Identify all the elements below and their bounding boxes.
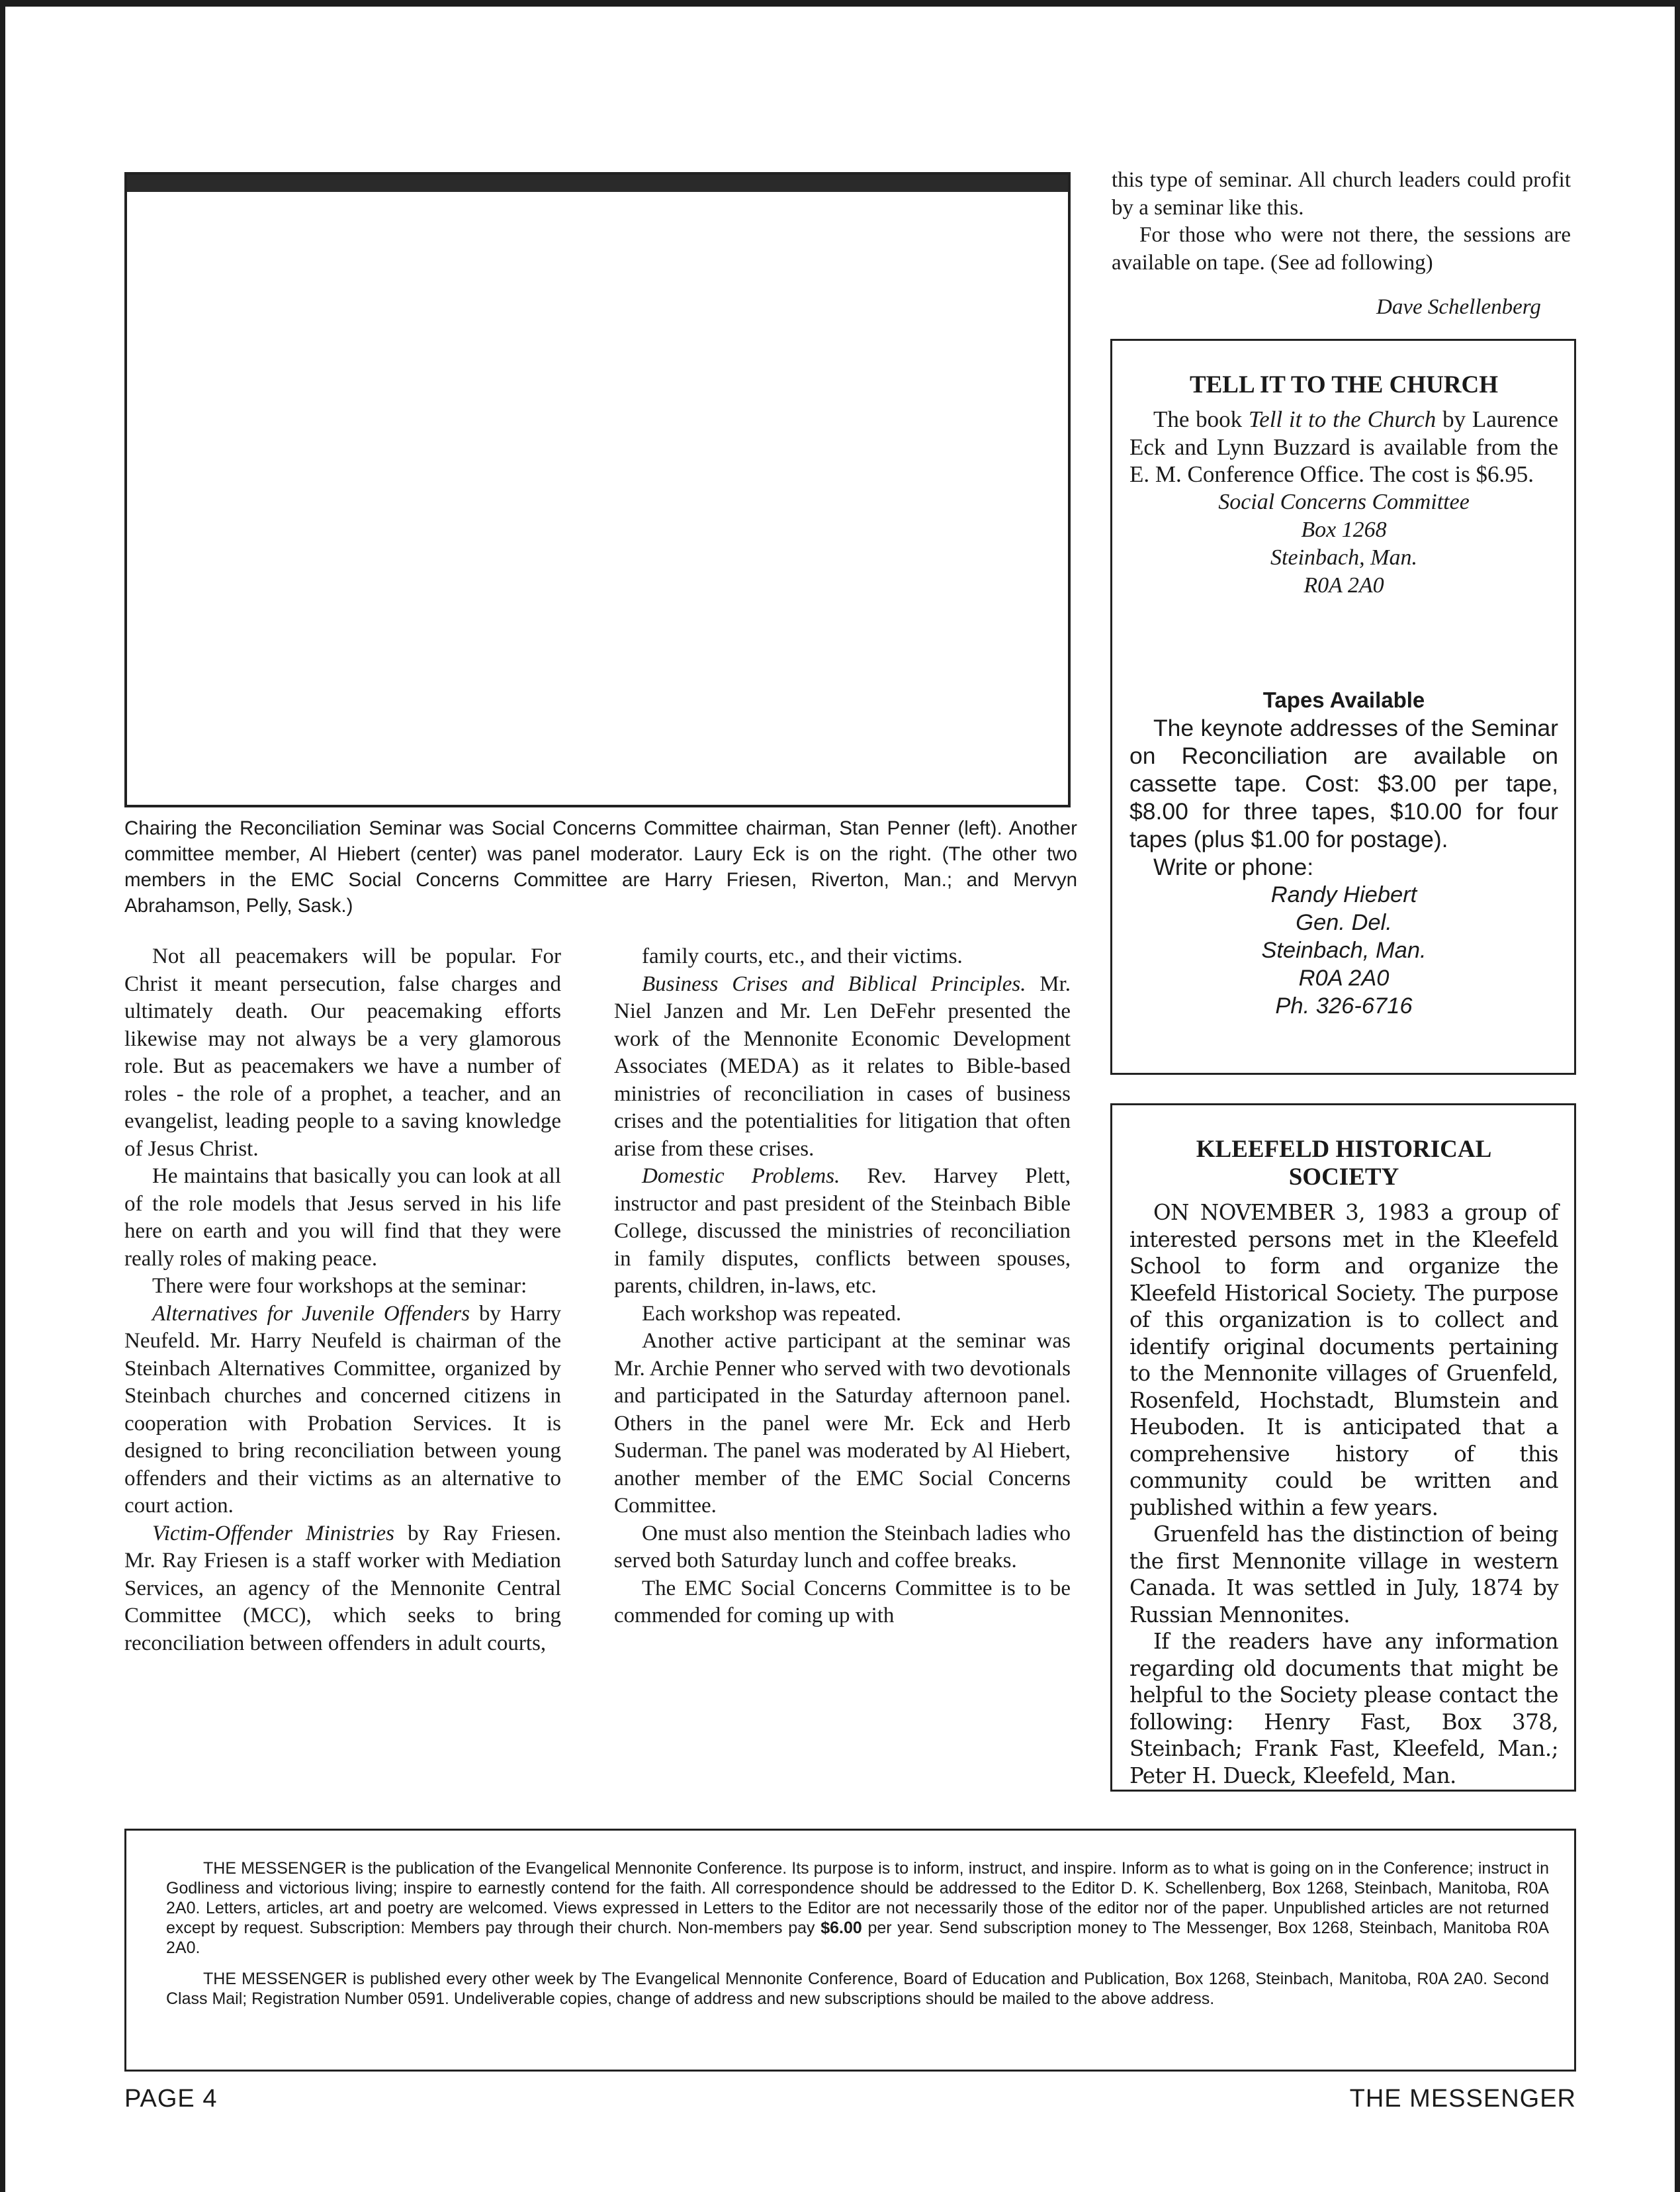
church-ad-address [1129, 488, 1558, 600]
kleefeld-title [1129, 1136, 1558, 1191]
scan-edge-right [1675, 0, 1680, 2192]
col1-paragraph: There were four workshops at the seminar: [152, 1274, 527, 1298]
address-line: Steinbach, Man. [1270, 545, 1417, 570]
phone-line: Ph. 326-6716 [1275, 993, 1413, 1019]
author-signature: Dave Schellenberg [1376, 295, 1541, 319]
address-line: Steinbach, Man. [1261, 938, 1427, 963]
scan-edge-top [0, 0, 1680, 7]
col1-paragraph: Not all peacemakers will be popular. For Christ it meant persecution, false charges and ultimately death. Our peacemaking efforts likewise may not always be a very glamorous role. But as peacemakers we have a number of roles - the role of a prophet, a teacher, and an evangelist, leading people to a saving knowledge of Jesus Christ. [124, 944, 561, 1161]
kleefeld-notice [1129, 1136, 1558, 1789]
church-ad-title: TELL IT TO THE CHURCH [1189, 371, 1499, 398]
col2-paragraph: Each workshop was repeated. [642, 1301, 902, 1326]
article-column-3 [1112, 167, 1571, 277]
masthead-text-span: THE MESSENGER is the publication of the Evangelical Mennonite Conference. Its purpose is to inform, instruct, and inspire. Inform as to what is going on in the Conference; instruct in Godliness and victorious living; inspire to earnestly contend for the faith. All correspondence should be addressed to the Editor D. K. Schellenberg, Box 1268, Steinbach, Manitoba, R0A 2A0. Letters, articles, art and poetry are welcomed. Views expressed in Letters to the Editor are not necessarily those of the editor nor of the paper. Unpublished articles are not returned except by request. Subscription: Members pay through their church. Non-members pay [166, 1859, 1549, 1937]
kleefeld-paragraph: If the readers have any information regarding old documents that might be helpful to the Society please contact the following: Henry Fast, Box 378, Steinbach; Frank Fast, Kleefeld, Man.; Peter H. Dueck, Kleefeld, Man. [1129, 1629, 1558, 1788]
workshop-title: Victim-Offender Ministries [152, 1521, 394, 1545]
article-column-1 [124, 943, 561, 1657]
kleefeld-paragraph: Gruenfeld has the distinction of being the first Mennonite village in western Canada. It was settled in July, 1874 by Russian Mennonites. [1129, 1522, 1558, 1627]
address-line: Social Concerns Committee [1218, 489, 1470, 514]
masthead-paragraph [166, 1858, 1549, 1958]
article-column-2 [614, 943, 1071, 1630]
col2-paragraph [614, 971, 1071, 1164]
photo-top-band [127, 175, 1068, 192]
page-number: PAGE 4 [124, 2085, 218, 2113]
workshop-title: Business Crises and Biblical Principles. [642, 972, 1026, 996]
kleefeld-title-line: KLEEFELD HISTORICAL [1196, 1136, 1492, 1163]
col2-paragraph: One must also mention the Steinbach ladies who served both Saturday lunch and coffee breaks. [614, 1521, 1071, 1573]
col2-paragraph: family courts, etc., and their victims. [642, 944, 963, 968]
church-ad-text: The book [1153, 406, 1249, 432]
col1-paragraph [124, 1301, 561, 1520]
address-line: Box 1268 [1301, 517, 1387, 542]
masthead-box [124, 1829, 1576, 2072]
col3-paragraph: this type of seminar. All church leaders could profit by a seminar like this. [1112, 168, 1571, 220]
kleefeld-society-box [1110, 1103, 1576, 1792]
church-ad [1129, 371, 1558, 600]
col2-paragraph: The EMC Social Concerns Committee is to be commended for coming up with [614, 1576, 1071, 1627]
address-line: Gen. Del. [1296, 910, 1392, 935]
masthead-text [166, 1858, 1549, 2009]
col1-paragraph [124, 1520, 561, 1658]
tapes-ad [1129, 686, 1558, 1020]
workshop-text: by Harry Neufeld. Mr. Harry Neufeld is chairman of the Steinbach Alternatives Committee, organized by Steinbach churches and concerned citizens in cooperation with Probation Services. It is designed to bring reconciliation between young offenders and their victims as an alternative to court action. [124, 1301, 561, 1518]
kleefeld-title-line: SOCIETY [1288, 1164, 1399, 1191]
masthead-text-span: per year. Send subscription money to The Messenger, Box 1268, Steinbach, Manitoba R0A 2A0. [166, 1919, 1549, 1957]
scan-edge-left [0, 0, 5, 2192]
tapes-ad-contact-label: Write or phone: [1153, 854, 1314, 880]
col2-paragraph [614, 1163, 1071, 1301]
tapes-ad-title: Tapes Available [1262, 688, 1425, 712]
photo-caption: Chairing the Reconciliation Seminar was Social Concerns Committee chairman, Stan Penner (left). Another committee member, Al Hiebert (center) was panel moderator. Laury Eck is on the right. (The other two members in the EMC Social Concerns Committee are Harry Friesen, Riverton, Man.; and Mervyn Abrahamson, Pelly, Sask.) [124, 817, 1077, 917]
workshop-text: Mr. Niel Janzen and Mr. Len DeFehr presented the work of the Mennonite Economic Development Associates (MEDA) as it relates to Bible-based ministries of reconciliation in cases of business crises and the potentialities for litigation that often arise from these crises. [614, 972, 1071, 1161]
col2-paragraph: Another active participant at the seminar was Mr. Archie Penner who served with two devotionals and participated in the Saturday afternoon panel. Others in the panel were Mr. Eck and Herb Suderman. The panel was moderated by Al Hiebert, another member of the EMC Social Concerns Committee. [614, 1329, 1071, 1518]
tapes-ad-body: The keynote addresses of the Seminar on Reconciliation are available on cassette tape. Cost: $3.00 per tape, $8.00 for three tapes, $10.00 for four tapes (plus $1.00 for postage). [1129, 715, 1558, 852]
workshop-text: by Ray Friesen. Mr. Ray Friesen is a staff worker with Mediation Services, an agency of the Mennonite Central Committee (MCC), which seeks to bring reconciliation between offenders in adult courts, [124, 1521, 561, 1655]
church-ad-box [1110, 339, 1576, 1075]
kleefeld-paragraph: ON NOVEMBER 3, 1983 a group of interested persons met in the Kleefeld School to form and organize the Kleefeld Historical Society. The purpose of this organization is to collect and identify original documents pertaining to the Mennonite villages of Gruenfeld, Rosenfeld, Hochstadt, Blumstein and Heuboden. It is anticipated that a comprehensive history of this community could be written and published within a few years. [1129, 1200, 1558, 1520]
address-line: R0A 2A0 [1304, 572, 1384, 598]
col1-paragraph: He maintains that basically you can look at all of the role models that Jesus served in his life here on earth and you will find that they were really roles of making peace. [124, 1164, 561, 1271]
col3-paragraph: For those who were not there, the sessions are available on tape. (See ad following) [1112, 223, 1571, 275]
masthead-paragraph: THE MESSENGER is published every other week by The Evangelical Mennonite Conference, Board of Education and Publication, Box 1268, Steinbach, Manitoba, R0A 2A0. Second Class Mail; Registration Number 0591. Undeliverable copies, change of address and new subscriptions should be mailed to the above address. [166, 1970, 1549, 2008]
workshop-title: Domestic Problems. [642, 1164, 840, 1188]
church-ad-body [1129, 406, 1558, 488]
tapes-ad-address [1129, 881, 1558, 1020]
seminar-photo [124, 172, 1071, 807]
publication-name: THE MESSENGER [1349, 2085, 1576, 2113]
address-line: R0A 2A0 [1298, 966, 1390, 991]
workshop-text: Rev. Harvey Plett, instructor and past president of the Steinbach Bible College, discussed the ministries of reconciliation in family disputes, conflicts between spouses, parents, children, in-laws, etc. [614, 1164, 1071, 1298]
subscription-price: $6.00 [820, 1919, 862, 1937]
address-line: Randy Hiebert [1270, 882, 1417, 907]
book-title: Tell it to the Church [1248, 406, 1437, 432]
workshop-title: Alternatives for Juvenile Offenders [152, 1301, 470, 1326]
church-ad-text: by Laurence Eck and Lynn Buzzard is available from the E. M. Conference Office. The cost is $6.95. [1129, 406, 1558, 487]
